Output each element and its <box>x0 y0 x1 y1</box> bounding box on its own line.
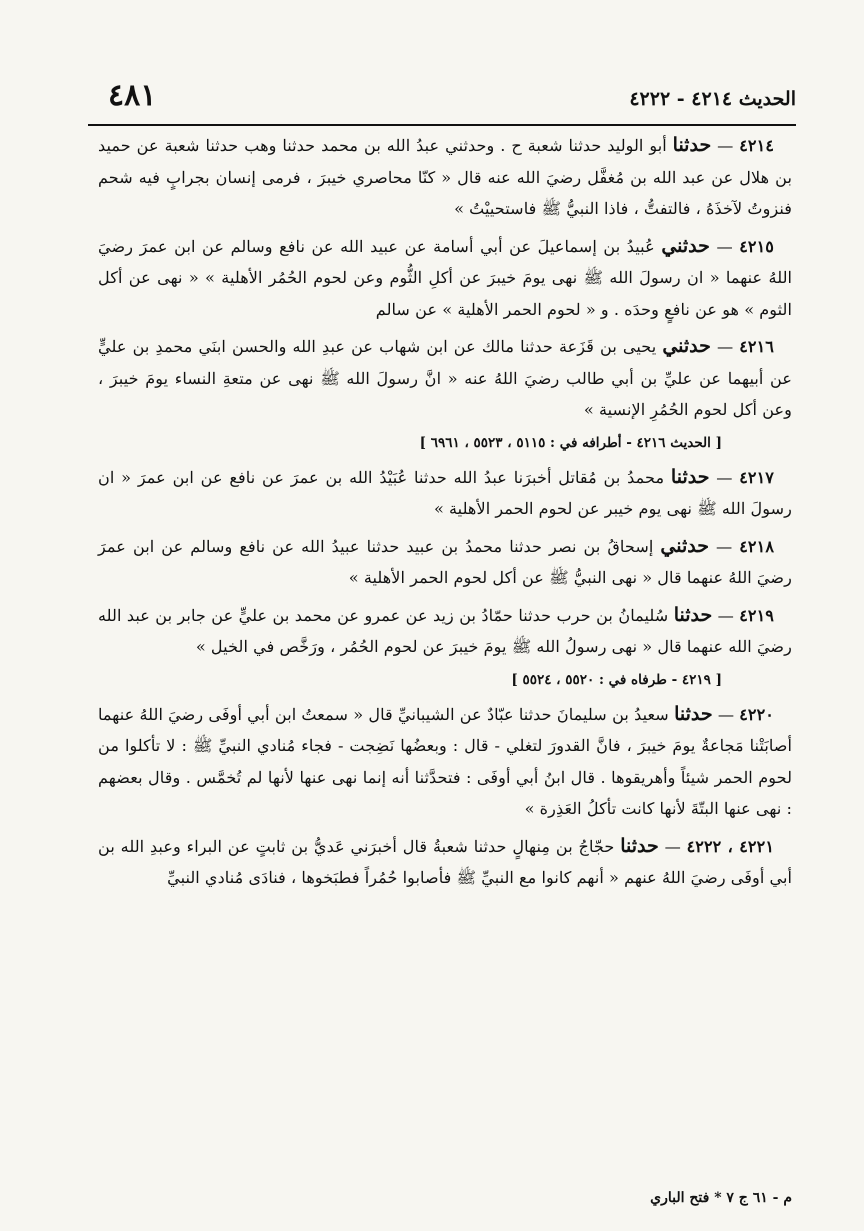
hadith-keyword: حدثنا <box>674 702 713 725</box>
hadith-4220: ٤٢٢٠ — حدثنا سعيدُ بن سليمانَ حدثنا عبّادٌ عن الشيبانيِّ قال « سمعتُ ابن أبي أوفَى رضيَ اللهُ عنهما أصابَتْنا مَجاعةٌ يومَ خيبرَ ، فانَّ القدورَ لتغلي - قال : وبعضُها نَضِجت - فجاء مُنادي النبيِّ ﷺ : لا تأكلوا من لحوم الحمر شيئاً وأهريقوها . قال ابنُ أبي أوفَى : فتحدَّثنا أنه إنما نهى عنها لأنها لم تُخمَّس . وقال بعضهم : نهى عنها البتّةَ لأنها كانت تأكلُ العَذِرة » <box>98 702 792 818</box>
hadith-number: ٤٢١٥ <box>739 236 774 256</box>
hadith-number: ٤٢١٨ <box>739 536 775 556</box>
header-rule <box>88 124 796 126</box>
hadith-text: عُبيدُ بن إسماعيلَ عن أبي أسامة عن عبيد الله عن نافع وسالم عن ابن عمرَ رضيَ اللهُ عنهما « ان رسولَ الله ﷺ نهى يومَ خيبرَ عن أكلِ الثُّوم وعن لحوم الحُمُر الأهلية » « نهى عن أكل الثوم » هو عن نافعٍ وحدَه . و « لحوم الحمر الأهلية » عن سالم <box>98 236 792 319</box>
hadith-4216: ٤٢١٦ — حدثني يحيى بن قَزَعة حدثنا مالك عن ابن شهاب عن عبدِ الله والحسن ابنَي محمدِ بن عليٍّ عن أبيهما عن عليِّ بن أبي طالب رضيَ اللهُ عنه « انَّ رسولَ الله ﷺ نهى عن متعةِ النساء يومَ خيبرَ ، وعن أكل لحوم الحُمُرِ الإنسية » <box>98 335 792 419</box>
hadith-number: ٤٢١٩ <box>739 605 774 625</box>
hadith-4221-4222: ٤٢٢١ ، ٤٢٢٢ — حدثنا حجّاجُ بن مِنهالٍ حدثنا شعبةُ قال أخبرَني عَديُّ بن ثابتٍ عن البراء وعبدِ الله بن أبي أوفَى رضيَ اللهُ عنهم « أنهم كانوا مع النبيِّ ﷺ فأصابوا حُمُراً فطبَخوها ، فنادَى مُنادي النبيِّ <box>98 834 792 887</box>
hadith-text: أبو الوليد حدثنا شعبة ح . وحدثني عبدُ الله بن محمد حدثنا وهب حدثنا شعبة عن حميد بن هلال عن عبد الله بن مُغفَّل رضيَ الله عنه قال « كنّا محاصري خيبرَ ، فرمى إنسان بجرابٍ فيه شحم فنزوتُ لآخذَهُ ، فالتفتُّ ، فاذا النبيُّ ﷺ فاستحييْتُ » <box>98 136 792 218</box>
hadith-keyword: حدثني <box>662 335 711 357</box>
header-title: الحديث ٤٢١٤ - ٤٢٢٢ <box>629 88 796 110</box>
footnote-4219: [ ٤٢١٩ - طرفاه في : ٥٥٢٠ ، ٥٥٢٤ ] <box>511 671 722 688</box>
hadith-text: محمدُ بن مُقاتل أخبرَنا عبدُ الله حدثنا عُبَيْدُ الله بن عمرَ عن نافع عن ابن عمرَ « ان رسولَ الله ﷺ نهى يوم خيبر عن لحوم الحمر الأهلية » <box>98 467 792 518</box>
hadith-number: ٤٢٢٠ <box>739 704 774 724</box>
hadith-keyword: حدثنا <box>620 834 659 857</box>
hadith-4219: ٤٢١٩ — حدثنا سُليمانُ بن حرب حدثنا حمّادُ بن زيد عن عمرو عن محمد بن عليٍّ عن جابر بن عبد الله رضيَ الله عنهما قال « نهى رسولُ الله ﷺ يومَ خيبرَ عن لحوم الحُمُر ، ورَخَّص في الخيل » <box>98 603 792 656</box>
hadith-number: ٤٢١٤ <box>739 136 775 155</box>
hadith-text: إسحاقُ بن نصر حدثنا محمدُ بن عبيد حدثنا عبيدُ الله عن نافع وسالم عن ابن عمرَ رضيَ اللهُ عنهما قال « نهى النبيُّ ﷺ عن أكل لحوم الحمر الأهلية » <box>98 536 792 587</box>
hadith-text: سعيدُ بن سليمانَ حدثنا عبّادٌ عن الشيبانيِّ قال « سمعتُ ابن أبي أوفَى رضيَ اللهُ عنهما أصابَتْنا مَجاعةٌ يومَ خيبرَ ، فانَّ القدورَ لتغلي - قال : وبعضُها نَضِجت - فجاء مُنادي النبيِّ ﷺ : لا تأكلوا من لحوم الحمر شيئاً وأهريقوها . قال ابنُ أبي أوفَى : فتحدَّثنا أنه إنما نهى عنها لأنها لم تُخمَّس . وقال بعضهم : نهى عنها البتّةَ لأنها كانت تأكلُ العَذِرة » <box>98 704 792 818</box>
hadith-keyword: حدثنا <box>670 465 710 488</box>
hadith-text: يحيى بن قَزَعة حدثنا مالك عن ابن شهاب عن عبدِ الله والحسن ابنَي محمدِ بن عليٍّ عن أبيهما عن عليِّ بن أبي طالب رضيَ اللهُ عنه « انَّ رسولَ الله ﷺ نهى عن متعةِ النساء يومَ خيبرَ ، وعن أكل لحوم الحُمُرِ الإنسية » <box>98 337 792 419</box>
hadith-keyword: حدثنا <box>672 134 712 156</box>
hadith-number: ٤٢١٦ <box>739 337 774 356</box>
page-number: ٤٨١ <box>108 78 157 113</box>
page-footer-signature: م - ٦١ ج ٧ * فتح الباري <box>650 1190 792 1206</box>
hadith-number: ٤٢٢١ ، ٤٢٢٢ <box>686 836 775 856</box>
hadith-number: ٤٢١٧ <box>739 467 774 487</box>
hadith-keyword: حدثني <box>660 534 709 557</box>
hadith-text: حجّاجُ بن مِنهالٍ حدثنا شعبةُ قال أخبرَني عَديُّ بن ثابتٍ عن البراء وعبدِ الله بن أبي أوفَى رضيَ اللهُ عنهم « أنهم كانوا مع النبيِّ ﷺ فأصابوا حُمُراً فطبَخوها ، فنادَى مُنادي النبيِّ <box>98 836 792 887</box>
hadith-list <box>98 130 792 900</box>
hadith-4215: ٤٢١٥ — حدثني عُبيدُ بن إسماعيلَ عن أبي أسامة عن عبيد الله عن نافع وسالم عن ابن عمرَ رضيَ اللهُ عنهما « ان رسولَ الله ﷺ نهى يومَ خيبرَ عن أكلِ الثُّوم وعن لحوم الحُمُر الأهلية » « نهى عن أكل الثوم » هو عن نافعٍ وحدَه . و « لحوم الحمر الأهلية » عن سالم <box>98 234 792 319</box>
hadith-text: سُليمانُ بن حرب حدثنا حمّادُ بن زيد عن عمرو عن محمد بن عليٍّ عن جابر بن عبد الله رضيَ الله عنهما قال « نهى رسولُ الله ﷺ يومَ خيبرَ عن لحوم الحُمُر ، ورَخَّص في الخيل » <box>98 605 792 656</box>
page-header <box>88 78 796 118</box>
footnote-4216: [ الحديث ٤٢١٦ - أطرافه في : ٥١١٥ ، ٥٥٢٣ ، ٦٩٦١ ] <box>419 434 722 451</box>
hadith-keyword: حدثنا <box>673 603 713 626</box>
hadith-4218: ٤٢١٨ — حدثني إسحاقُ بن نصر حدثنا محمدُ بن عبيد حدثنا عبيدُ الله عن نافع وسالم عن ابن عمرَ رضيَ اللهُ عنهما قال « نهى النبيُّ ﷺ عن أكل لحوم الحمر الأهلية » <box>98 534 792 587</box>
hadith-4217: ٤٢١٧ — حدثنا محمدُ بن مُقاتل أخبرَنا عبدُ الله حدثنا عُبَيْدُ الله بن عمرَ عن نافع عن ابن عمرَ « ان رسولَ الله ﷺ نهى يوم خيبر عن لحوم الحمر الأهلية » <box>98 465 792 518</box>
hadith-4214: ٤٢١٤ — حدثنا أبو الوليد حدثنا شعبة ح . وحدثني عبدُ الله بن محمد حدثنا وهب حدثنا شعبة عن حميد بن هلال عن عبد الله بن مُغفَّل رضيَ الله عنه قال « كنّا محاصري خيبرَ ، فرمى إنسان بجرابٍ فيه شحم فنزوتُ لآخذَهُ ، فالتفتُّ ، فاذا النبيُّ ﷺ فاستحييْتُ » <box>98 134 792 218</box>
hadith-keyword: حدثني <box>661 234 710 257</box>
